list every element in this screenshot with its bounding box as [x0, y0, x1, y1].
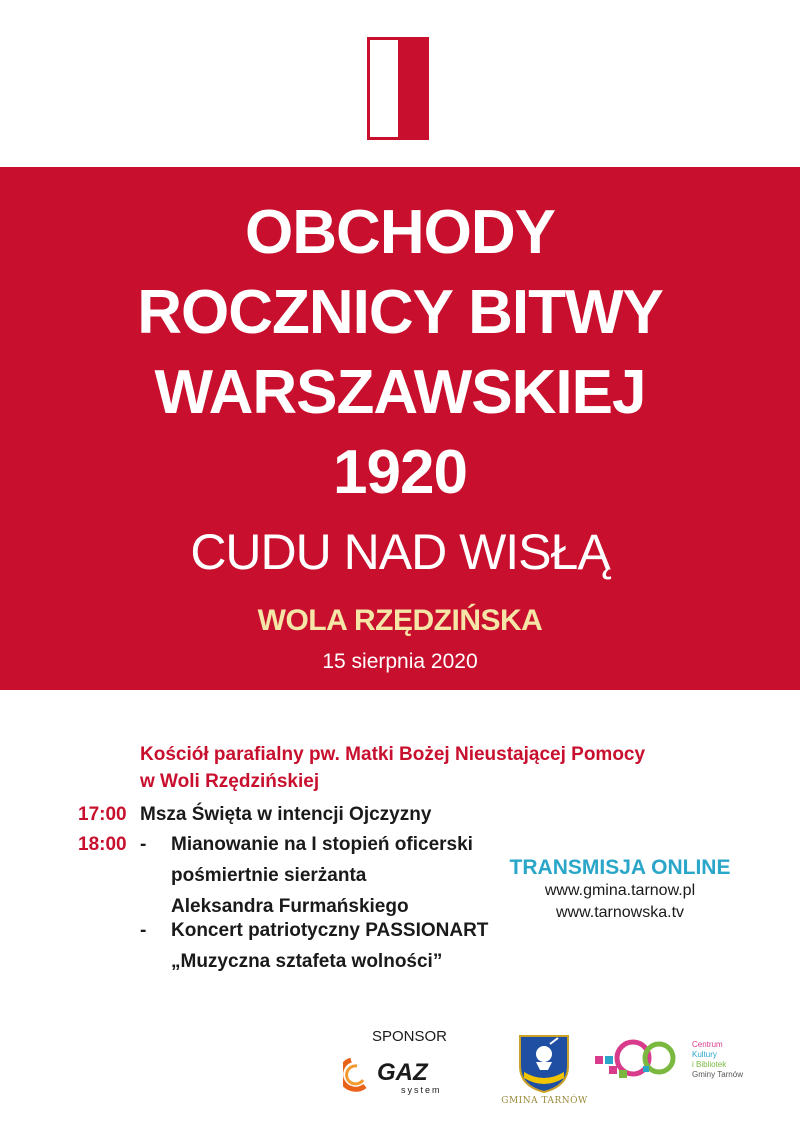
event-place: WOLA RZĘDZIŃSKA: [257, 604, 543, 637]
ckib-line: i Bibliotek: [692, 1060, 727, 1069]
gmina-label: GMINA TARNÓW: [501, 1096, 588, 1106]
gaz-system-logo: [343, 1052, 493, 1097]
venue-line: w Woli Rzędzińskiej: [140, 771, 320, 792]
gmina-crest-icon: [514, 1032, 574, 1094]
list-dash: -: [140, 834, 147, 855]
ckib-logo: [587, 1036, 687, 1090]
list-item-line: „Muzyczna sztafeta wolności”: [171, 951, 443, 972]
polish-flag-icon: [367, 37, 429, 140]
svg-text:system: system: [401, 1085, 442, 1095]
list-item-line: Mianowanie na I stopień oficerski: [171, 834, 473, 855]
title-banner: [0, 167, 800, 690]
online-heading: TRANSMISJA ONLINE: [509, 856, 731, 879]
list-item-line: Koncert patriotyczny PASSIONART: [171, 920, 489, 941]
ckib-line: Kultury: [692, 1050, 717, 1059]
venue-line: Kościół parafialny pw. Matki Bożej Nieustającej Pomocy: [140, 744, 646, 765]
title-line: WARSZAWSKIEJ: [154, 358, 646, 427]
venue: [140, 741, 700, 795]
list-dash: -: [140, 920, 147, 941]
list-item-line: pośmiertnie sierżanta: [171, 865, 367, 886]
list-item-line: Aleksandra Furmańskiego: [171, 896, 409, 917]
svg-text:GAZ: GAZ: [377, 1059, 428, 1086]
subtitle: CUDU NAD WISŁĄ: [190, 524, 610, 580]
title-line: 1920: [333, 438, 467, 507]
title-line: OBCHODY: [245, 198, 555, 267]
ckib-text: [692, 1040, 743, 1080]
list-item-concert: [171, 915, 488, 977]
time-1700: 17:00: [78, 804, 127, 825]
online-url[interactable]: www.gmina.tarnow.pl: [544, 882, 696, 899]
online-url[interactable]: www.tarnowska.tv: [555, 904, 685, 921]
event-mass: Msza Święta w intencji Ojczyzny: [140, 804, 432, 825]
title-line: ROCZNICY BITWY: [137, 278, 663, 347]
online-broadcast: [490, 856, 750, 924]
flag-white-stripe: [370, 40, 398, 137]
list-item-promotion: [171, 829, 473, 922]
ckib-line: Gminy Tarnów: [692, 1070, 743, 1079]
sponsor-label: SPONSOR: [372, 1028, 448, 1045]
flag-red-stripe: [398, 40, 426, 137]
ckib-line: Centrum: [692, 1040, 723, 1049]
event-date: 15 sierpnia 2020: [322, 650, 478, 673]
time-1800: 18:00: [78, 834, 127, 855]
page-title: [0, 193, 800, 513]
